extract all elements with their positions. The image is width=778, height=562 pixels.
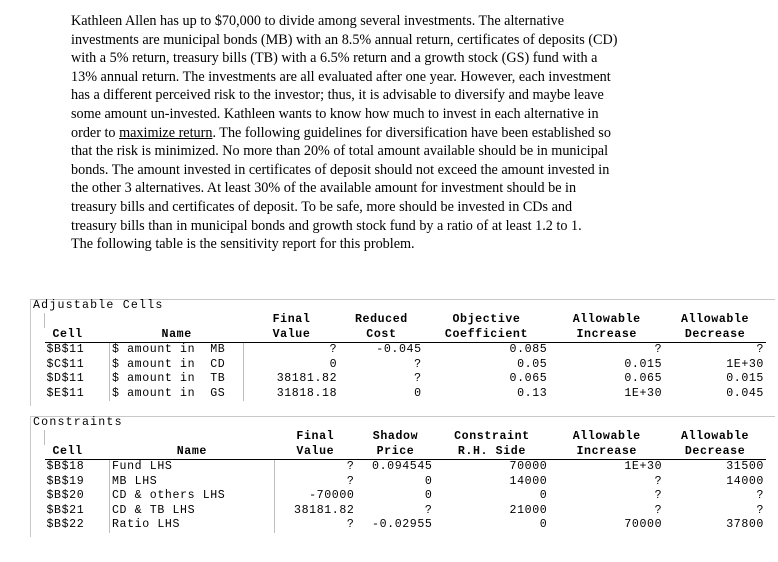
problem-line: The following table is the sensitivity report for this problem. <box>71 236 415 253</box>
problem-line: the other 3 alternatives. At least 30% of the available amount for investment should be in <box>71 180 577 197</box>
col-head: Constraint <box>454 430 530 443</box>
problem-line: with a 5% return, treasury bills (TB) with a 6.5% return and a growth stock (GS) fund with a <box>71 50 598 67</box>
col-head: Value <box>244 328 339 343</box>
adjustable-title: Adjustable Cells <box>33 299 164 312</box>
problem-line: that the risk is minimized. No more than 20% of total amount available should be in municipal <box>71 143 609 160</box>
table-row: $B$20 CD & others LHS -70000 0 0 ? ? <box>46 489 764 502</box>
problem-line: order to maximize return. The following guidelines for diversification have been established so <box>71 124 611 141</box>
constraints-table <box>44 430 766 533</box>
problem-line: some amount un-invested. Kathleen wants to know how much to invest in each alternative in <box>71 105 599 122</box>
col-head: Increase <box>549 445 664 460</box>
problem-line: 13% annual return. The investments are all evaluated after one year. However, each investment <box>71 68 611 85</box>
col-head: Cell <box>45 445 110 460</box>
col-head: Decrease <box>664 445 766 460</box>
problem-line: Kathleen Allen has up to $70,000 to divide among several investments. The alternative <box>71 13 565 29</box>
problem-statement <box>71 12 711 254</box>
table-row: $E$11 $ amount in GS 31818.18 0 0.13 1E+30 0.045 <box>46 386 764 400</box>
header-row <box>45 313 767 328</box>
col-head: Allowable <box>681 430 750 443</box>
col-head: Cost <box>339 328 424 343</box>
problem-line: bonds. The amount invested in certificates of deposit should not exceed the amount invested in <box>71 161 610 178</box>
header-row <box>45 445 767 460</box>
col-head: Coefficient <box>424 328 550 343</box>
problem-line: treasury bills than in municipal bonds and growth stock fund by a ratio of at least 1.2 to 1. <box>71 217 582 234</box>
table-row: $B$19 MB LHS ? 0 14000 ? 14000 <box>46 474 764 488</box>
adjustable-table <box>44 313 766 401</box>
col-head: Name <box>110 328 244 343</box>
problem-line: treasury bills and certificates of deposit. To be safe, more should be invested in CDs and <box>71 198 573 215</box>
col-head: Allowable <box>681 313 750 326</box>
col-head: Price <box>356 445 434 460</box>
problem-line: investments are municipal bonds (MB) with an 8.5% annual return, certificates of deposits (CD) <box>71 31 618 48</box>
col-head: Objective <box>452 313 521 326</box>
col-head: Cell <box>45 328 110 343</box>
col-head: Increase <box>549 328 664 343</box>
col-head: Final <box>296 430 335 443</box>
col-head: Shadow <box>372 430 419 443</box>
table-row: $C$11 $ amount in CD 0 ? 0.05 0.015 1E+30 <box>46 357 764 371</box>
col-head: Name <box>110 445 275 460</box>
underlined-phrase: maximize return <box>119 124 213 141</box>
table-row: $B$18 Fund LHS ? 0.094545 70000 1E+30 31500 <box>46 460 764 473</box>
col-head: Decrease <box>664 328 766 343</box>
col-head: Final <box>272 313 311 326</box>
col-head: Allowable <box>572 313 641 326</box>
problem-line: has a different perceived risk to the investor; thus, it is advisable to diversify and maybe leave <box>71 87 604 104</box>
constraints-title: Constraints <box>33 416 123 429</box>
table-row: $B$22 Ratio LHS ? -0.02955 0 70000 37800 <box>46 518 764 531</box>
col-head: R.H. Side <box>434 445 549 460</box>
table-row: $B$21 CD & TB LHS 38181.82 ? 21000 ? ? <box>46 503 764 517</box>
table-row: $B$11 $ amount in MB ? -0.045 0.085 ? ? <box>46 343 764 356</box>
col-head: Value <box>274 445 356 460</box>
header-row <box>45 328 767 343</box>
col-head: Allowable <box>572 430 641 443</box>
table-row: $D$11 $ amount in TB 38181.82 ? 0.065 0.065 0.015 <box>46 372 764 385</box>
header-row <box>45 430 767 445</box>
col-head: Reduced <box>354 313 408 326</box>
